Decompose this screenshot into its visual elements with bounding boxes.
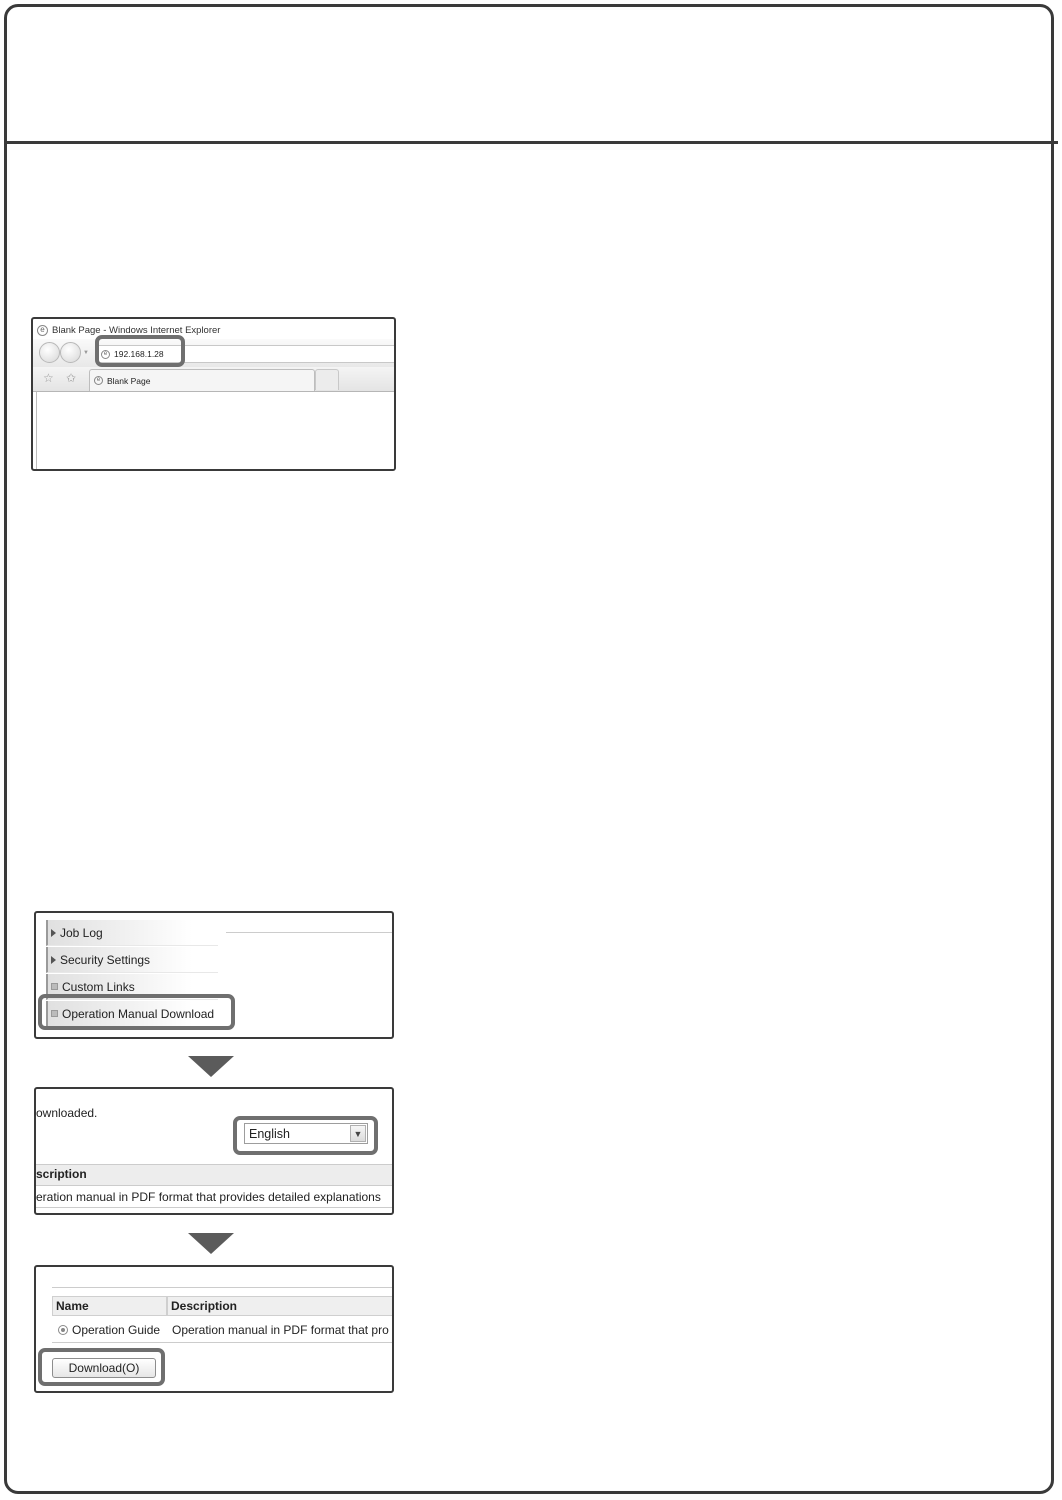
top-divider (52, 1287, 392, 1288)
browser-title: Blank Page - Windows Internet Explorer (52, 324, 221, 336)
menu-item-label: Security Settings (60, 952, 151, 967)
address-highlight (95, 335, 185, 367)
menu-item-security-settings[interactable] (46, 947, 218, 973)
menu-item-label: Operation Manual Download (62, 1006, 215, 1021)
tab-label: Blank Page (107, 375, 151, 386)
favorites-bar (33, 367, 394, 392)
header-divider (4, 141, 1058, 144)
radio-button[interactable] (58, 1325, 68, 1335)
menu-item-label: Job Log (60, 925, 103, 940)
forward-button-icon[interactable] (60, 342, 81, 363)
menu-item-job-log[interactable] (46, 920, 218, 946)
down-arrow-icon (188, 1233, 234, 1254)
table-row: eration manual in PDF format that provides detailed explanations (36, 1190, 381, 1204)
language-highlight (233, 1116, 378, 1155)
language-value: English (249, 1126, 290, 1141)
row-name: Operation Guide (72, 1323, 161, 1337)
row-divider (36, 1207, 392, 1208)
chevron-down-icon[interactable]: ▼ (350, 1125, 366, 1142)
browser-toolbar (33, 339, 394, 368)
menu-divider (226, 932, 392, 933)
new-tab-button[interactable] (315, 369, 339, 390)
down-arrow-icon (188, 1056, 234, 1077)
favorites-star-icon[interactable]: ☆ (43, 371, 54, 385)
menu-highlight (38, 994, 235, 1030)
triangle-right-icon (51, 929, 56, 937)
back-button-icon[interactable] (39, 342, 60, 363)
menu-item-label: Custom Links (62, 979, 135, 994)
square-bullet-icon (51, 983, 58, 990)
triangle-right-icon (51, 956, 56, 964)
ie-logo-icon: e (37, 325, 48, 336)
table-header-bar (36, 1164, 392, 1186)
row-divider (52, 1342, 392, 1343)
browser-content-area (36, 392, 394, 469)
add-favorites-icon[interactable]: ✩ (66, 371, 77, 385)
table-row[interactable] (58, 1323, 160, 1337)
column-header-description: scription (36, 1167, 87, 1181)
download-button[interactable]: Download(O) (52, 1358, 156, 1378)
browser-screenshot (31, 317, 396, 471)
row-description: Operation manual in PDF format that pro (172, 1323, 389, 1337)
column-header-description: Description (167, 1296, 394, 1316)
chevron-down-icon[interactable]: ▼ (83, 350, 89, 356)
tab-page-icon: e (94, 376, 103, 385)
download-highlight (38, 1348, 165, 1386)
browser-tab[interactable] (89, 369, 315, 391)
page-icon: e (101, 350, 110, 359)
instruction-text: ownloaded. (36, 1106, 98, 1120)
column-header-name: Name (52, 1296, 167, 1316)
address-text: 192.168.1.28 (114, 349, 164, 359)
